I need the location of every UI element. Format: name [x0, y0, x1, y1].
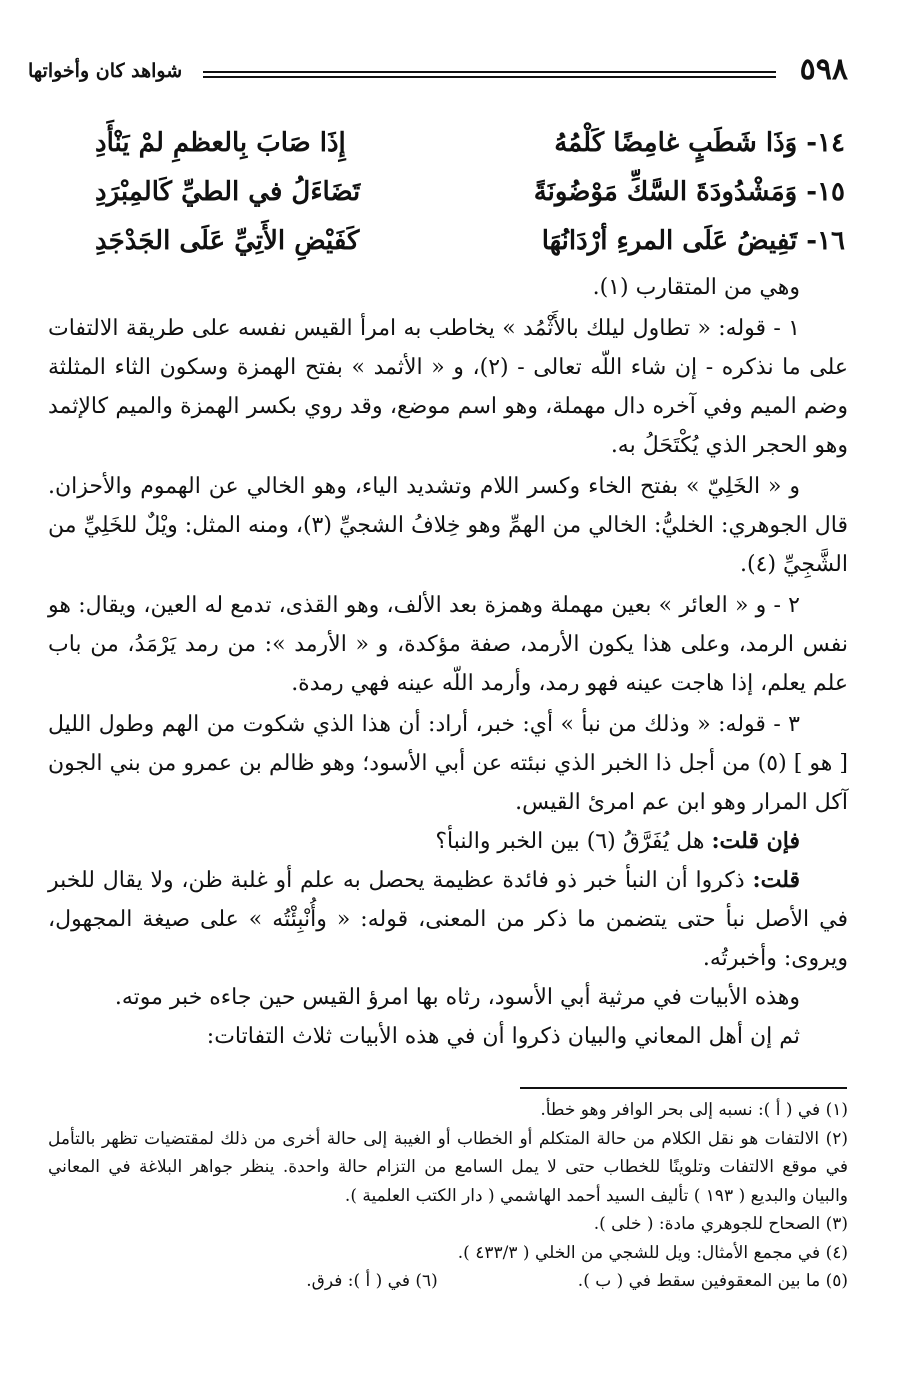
question-lead: فإن قلت:: [711, 828, 800, 854]
footnote-separator: [520, 1087, 847, 1089]
verse-second-hemistich: إِذَا صَابَ بِالعظمِ لمْ يَنْأَدِ: [95, 127, 346, 158]
question-paragraph: [48, 822, 848, 861]
answer-lead: قلت:: [752, 867, 800, 893]
verse-first-hemistich: ١٦- تَفِيضُ عَلَى المرءِ أرْدَانُهَا: [541, 225, 845, 256]
commentary-paragraph-khali: و « الخَلِيّ » بفتح الخاء وكسر اللام وتشديد الياء، وهو الخالي عن الهموم والأحزان. قال الجوهري: الخليُّ: الخالي من الهمِّ وهو خِلافُ الشجيِّ (٣)، ومنه المثل: ويْلٌ للخَلِيِّ من الشَّجِيِّ (٤).: [48, 474, 848, 577]
commentary-body: [48, 268, 848, 1056]
footnotes: [48, 1096, 848, 1296]
running-title: شواهد كان وأخواتها: [28, 60, 183, 82]
iltifat-intro: ثم إن أهل المعاني والبيان ذكروا أن في هذه الأبيات ثلاث التفاتات:: [206, 1024, 800, 1049]
footnote-4: (٤) في مجمع الأمثال: ويل للشجي من الخلي ( ٤٣٣/٣ ).: [457, 1242, 848, 1263]
commentary-paragraph-1: ١ - قوله: « تطاول ليلك بالأَثْمُد » يخاطب به امرأ القيس نفسه على طريقة الالتفات على ما نذكره - إن شاء اللّه تعالى - (٢)، و « الأثمد » بفتح الهمزة وسكون الثاء المثلثة وضم الميم وفي آخره دال مهملة، وهو اسم موضع، وقد روي بكسر الهمزة والميم كالإثمد وهو الحجر الذي يُكْتَحَلُ به.: [48, 316, 848, 458]
verse-first-hemistich: ١٤- وَذَا شَطَبٍ غامِضًا كَلْمُهُ: [554, 127, 845, 158]
commentary-paragraph-2: ٢ - و « العائر » بعين مهملة وهمزة بعد الألف، وهو القذى، تدمع له العين، ويقال: هو نفس الرمد، وعلى هذا يكون الأرمد، صفة مؤكدة، و « الأرمد »: من رمد يَرْمَدُ، من باب علم يعلم، إذا هاجت عينه فهو رمد، وأرمد اللّه عينه فهي رمدة.: [48, 593, 848, 696]
elegy-note: وهذه الأبيات في مرثية أبي الأسود، رثاه بها امرؤ القيس حين جاءه خبر موته.: [114, 985, 800, 1010]
footnote-1: (١) في ( أ ): نسبه إلى بحر الوافر وهو خطأ.: [540, 1100, 848, 1120]
page-header: [28, 52, 848, 92]
commentary-paragraph-3: ٣ - قوله: « وذلك من نبأ » أي: خبر، أراد: أن هذا الذي شكوت من الهم وطول الليل [ هو ] (٥) من أجل ذا الخبر الذي نبئته عن أبي الأسود؛ وهو ظالم بن عمرو من بني الجون آكل المرار وهو ابن عم امرئ القيس.: [48, 712, 848, 815]
verse-15: [95, 167, 845, 216]
header-rule-inner: [203, 76, 776, 78]
footnote-5: (٥) ما بين المعقوفين سقط في ( ب ).: [577, 1271, 848, 1291]
footnote-2: (٢) الالتفات هو نقل الكلام من حالة المتكلم أو الخطاب أو الغيبة إلى حالة أخرى من ذلك لمقتضيات تظهر بالتأمل في موقع الالتفات وتلوينًا للخطاب حتى لا يمل السامع من التزام حالة واحدة. ينظر جواهر البلاغة في المعاني والبيان والبديع ( ١٩٣ ) تأليف السيد أحمد الهاشمي ( دار الكتب العلمية ).: [48, 1128, 848, 1206]
verse-first-hemistich: ١٥- وَمَشْدُودَةَ السَّكِّ مَوْضُونَةً: [533, 176, 845, 207]
page-number: ٥٩٨: [799, 52, 848, 87]
answer-paragraph: [48, 861, 848, 978]
verse-second-hemistich: كَفَيْضِ الأَتِيِّ عَلَى الجَدْجَدِ: [95, 225, 360, 256]
footnote-6: (٦) في ( أ ): فرق.: [306, 1271, 438, 1291]
question-text: هل يُفَرَّقُ (٦) بين الخبر والنبأ؟: [435, 829, 712, 854]
verse-16: [95, 216, 845, 265]
footnote-row-5-6: [48, 1267, 848, 1296]
header-rule: [203, 71, 776, 73]
answer-text: ذكروا أن النبأ خبر ذو فائدة عظيمة يحصل به علم أو غلبة ظن، ولا يقال للخبر في الأصل نبأ حتى يتضمن ما ذكر من المعنى، قوله: « وأُنْبِئْتُه » على صيغة المجهول، ويروى: وأخبرتُه.: [48, 868, 848, 971]
footnote-3: (٣) الصحاح للجوهري مادة: ( خلى ).: [593, 1214, 848, 1234]
poem-verses: [95, 118, 845, 265]
verse-second-hemistich: تَضَاءَلُ في الطيِّ كَالمِبْرَدِ: [95, 176, 361, 207]
verse-14: [95, 118, 845, 167]
meter-note: وهي من المتقارب (١).: [592, 275, 800, 300]
